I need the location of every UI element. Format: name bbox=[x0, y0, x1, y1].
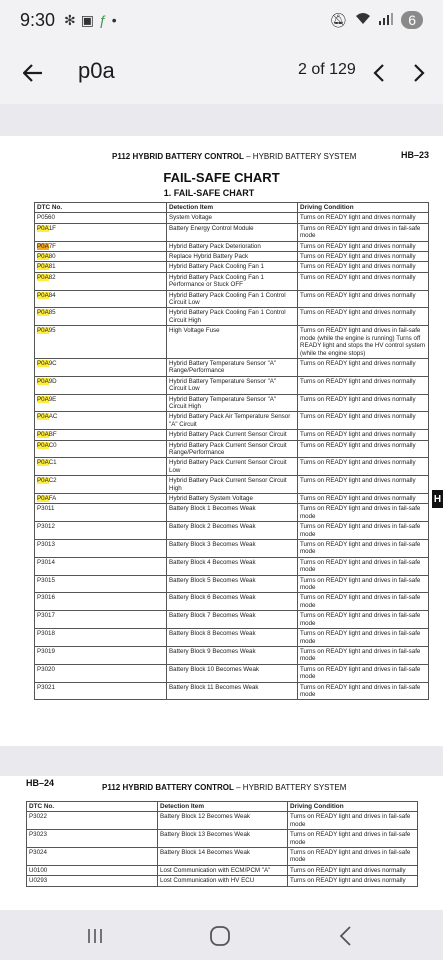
dtc-code bbox=[35, 575, 167, 593]
status-time: 9:30 bbox=[20, 10, 56, 30]
search-match: P0A bbox=[37, 413, 49, 421]
table-row bbox=[35, 394, 429, 412]
arrow-left-icon bbox=[23, 64, 43, 82]
table-row bbox=[35, 611, 429, 629]
app-notification-icon: ƒ bbox=[98, 12, 107, 28]
dtc-code bbox=[35, 272, 167, 290]
fail-safe-table bbox=[34, 202, 429, 700]
search-match: P0A bbox=[37, 431, 49, 439]
dtc-code bbox=[35, 540, 167, 558]
header-separator: – bbox=[236, 783, 241, 792]
detection-item: Hybrid Battery Pack Cooling Fan 1 Control Circuit Low bbox=[167, 290, 298, 308]
driving-condition: Turns on READY light and drives in fail-safe mode bbox=[298, 664, 429, 682]
dtc-code bbox=[35, 629, 167, 647]
search-match: P0A bbox=[37, 253, 49, 261]
driving-condition: Turns on READY light and drives in fail-safe mode bbox=[298, 575, 429, 593]
header-system: HYBRID BATTERY SYSTEM bbox=[252, 152, 357, 161]
detection-item: Lost Communication with ECM/PCM "A" bbox=[158, 865, 288, 875]
table-row bbox=[35, 504, 429, 522]
dtc-code-text: P3015 bbox=[37, 576, 55, 584]
driving-condition: Turns on READY light and drives normally bbox=[298, 394, 429, 412]
dtc-code bbox=[35, 458, 167, 476]
dtc-code bbox=[35, 262, 167, 272]
dtc-code bbox=[35, 504, 167, 522]
dtc-code bbox=[35, 440, 167, 458]
dtc-code bbox=[35, 290, 167, 308]
driving-condition: Turns on READY light and drives in fail-safe mode (while the engine is running) Turns off READY light and stops the HV control system (while the engine stops) bbox=[298, 326, 429, 359]
dtc-code-text: 80 bbox=[48, 253, 56, 261]
dtc-code bbox=[27, 812, 158, 830]
dtc-code bbox=[35, 213, 167, 223]
dtc-code bbox=[35, 394, 167, 412]
dtc-code-text: P3019 bbox=[37, 647, 55, 655]
table-row bbox=[35, 290, 429, 308]
driving-condition: Turns on READY light and drives normally bbox=[298, 440, 429, 458]
notification-count-badge: 6 bbox=[401, 11, 423, 29]
dtc-code-text: P3023 bbox=[29, 831, 47, 839]
column-header: DTC No. bbox=[27, 802, 158, 812]
dtc-code-text: P3011 bbox=[37, 505, 55, 513]
dtc-code bbox=[35, 476, 167, 494]
detection-item: Hybrid Battery Pack Cooling Fan 1 Control Circuit High bbox=[167, 308, 298, 326]
driving-condition: Turns on READY light and drives in fail-safe mode bbox=[298, 593, 429, 611]
section-heading: 1. FAIL-SAFE CHART bbox=[163, 188, 255, 198]
driving-condition: Turns on READY light and drives normally bbox=[298, 290, 429, 308]
dtc-code-text: 95 bbox=[48, 327, 56, 335]
dtc-code-text: P3017 bbox=[37, 612, 55, 620]
dtc-code-text: P3012 bbox=[37, 523, 55, 531]
table-row bbox=[35, 557, 429, 575]
dtc-code bbox=[35, 376, 167, 394]
dtc-code-text: U0293 bbox=[29, 877, 48, 885]
detection-item: Hybrid Battery Pack Current Sensor Circuit Low bbox=[167, 458, 298, 476]
back-nav-button[interactable] bbox=[330, 924, 360, 948]
page-title: FAIL-SAFE CHART bbox=[163, 170, 280, 185]
table-row bbox=[35, 430, 429, 440]
detection-item: Lost Communication with HV ECU bbox=[158, 876, 288, 886]
detection-item: Battery Energy Control Module bbox=[167, 223, 298, 241]
fail-safe-table-continued bbox=[26, 801, 418, 887]
table-row bbox=[35, 629, 429, 647]
dtc-code-text: P3018 bbox=[37, 630, 55, 638]
table-row bbox=[35, 252, 429, 262]
dtc-code-text: P3013 bbox=[37, 541, 55, 549]
driving-condition: Turns on READY light and drives normally bbox=[298, 494, 429, 504]
driving-condition: Turns on READY light and drives normally bbox=[298, 262, 429, 272]
dtc-code bbox=[35, 557, 167, 575]
driving-condition: Turns on READY light and drives normally bbox=[298, 308, 429, 326]
dtc-code bbox=[35, 494, 167, 504]
dtc-code-text: 81 bbox=[48, 263, 56, 271]
driving-condition: Turns on READY light and drives normally bbox=[298, 458, 429, 476]
driving-condition: Turns on READY light and drives in fail-safe mode bbox=[298, 629, 429, 647]
detection-item: Battery Block 12 Becomes Weak bbox=[158, 812, 288, 830]
next-match-button[interactable] bbox=[406, 58, 432, 88]
column-header: Driving Condition bbox=[288, 802, 418, 812]
search-match: P0A bbox=[37, 441, 49, 449]
side-section-tab: H bbox=[432, 490, 443, 508]
column-header: Driving Condition bbox=[298, 203, 429, 213]
detection-item: System Voltage bbox=[167, 213, 298, 223]
document-page-1 bbox=[0, 136, 443, 746]
detection-item: Hybrid Battery Pack Current Sensor Circuit bbox=[167, 430, 298, 440]
driving-condition: Turns on READY light and drives in fail-safe mode bbox=[298, 646, 429, 664]
detection-item: Battery Block 14 Becomes Weak bbox=[158, 848, 288, 866]
column-header: Detection Item bbox=[158, 802, 288, 812]
driving-condition: Turns on READY light and drives normally bbox=[298, 358, 429, 376]
detection-item: Replace Hybrid Battery Pack bbox=[167, 252, 298, 262]
dtc-code-text: P0560 bbox=[37, 214, 55, 222]
back-chevron-icon bbox=[338, 926, 352, 946]
dtc-code-text: AC bbox=[48, 413, 58, 421]
table-row bbox=[35, 646, 429, 664]
dtc-code bbox=[27, 865, 158, 875]
driving-condition: Turns on READY light and drives in fail-safe mode bbox=[298, 682, 429, 700]
home-button[interactable] bbox=[205, 924, 235, 948]
page-header bbox=[102, 783, 346, 792]
dtc-code-text: P3022 bbox=[29, 813, 47, 821]
detection-item: Hybrid Battery System Voltage bbox=[167, 494, 298, 504]
detection-item: Hybrid Battery Pack Air Temperature Sensor "A" Circuit bbox=[167, 412, 298, 430]
dtc-code-text: U0100 bbox=[29, 866, 48, 874]
mute-icon: 🔕︎ bbox=[329, 11, 348, 28]
detection-item: Battery Block 3 Becomes Weak bbox=[167, 540, 298, 558]
back-button[interactable] bbox=[18, 58, 48, 88]
search-query-field[interactable]: p0a bbox=[78, 58, 115, 83]
search-match: P0A bbox=[37, 309, 49, 317]
driving-condition: Turns on READY light and drives in fail-safe mode bbox=[288, 812, 418, 830]
home-icon bbox=[209, 925, 231, 947]
table-row bbox=[35, 522, 429, 540]
detection-item: Hybrid Battery Pack Current Sensor Circuit High bbox=[167, 476, 298, 494]
previous-match-button[interactable] bbox=[366, 58, 392, 88]
dtc-code-text: 7F bbox=[48, 242, 56, 250]
dtc-code bbox=[35, 412, 167, 430]
table-row bbox=[35, 241, 429, 251]
dtc-code-text: FA bbox=[48, 495, 57, 502]
page-number: HB–23 bbox=[401, 150, 430, 160]
dtc-code-text: P3016 bbox=[37, 594, 55, 602]
detection-item: Battery Block 7 Becomes Weak bbox=[167, 611, 298, 629]
column-header: Detection Item bbox=[167, 203, 298, 213]
detection-item: Battery Block 2 Becomes Weak bbox=[167, 522, 298, 540]
driving-condition: Turns on READY light and drives normally bbox=[298, 252, 429, 262]
dtc-code bbox=[35, 241, 167, 251]
dtc-code bbox=[27, 876, 158, 886]
detection-item: Battery Block 13 Becomes Weak bbox=[158, 830, 288, 848]
dtc-code bbox=[35, 611, 167, 629]
detection-item: Hybrid Battery Pack Cooling Fan 1 bbox=[167, 262, 298, 272]
table-row bbox=[35, 476, 429, 494]
dtc-code-text: P3024 bbox=[29, 849, 47, 857]
detection-item: Hybrid Battery Pack Cooling Fan 1 Performance or Stuck OFF bbox=[167, 272, 298, 290]
table-row bbox=[35, 575, 429, 593]
table-row bbox=[35, 682, 429, 700]
notification-icons bbox=[64, 12, 117, 29]
driving-condition: Turns on READY light and drives normally bbox=[298, 430, 429, 440]
dtc-code bbox=[27, 848, 158, 866]
search-match: P0A bbox=[37, 495, 49, 502]
driving-condition: Turns on READY light and drives in fail-safe mode bbox=[298, 522, 429, 540]
dtc-code bbox=[35, 593, 167, 611]
document-page-2 bbox=[0, 776, 443, 911]
table-row bbox=[35, 358, 429, 376]
column-header: DTC No. bbox=[35, 203, 167, 213]
dtc-code bbox=[35, 646, 167, 664]
detection-item: Hybrid Battery Temperature Sensor "A" Circuit High bbox=[167, 394, 298, 412]
header-separator: – bbox=[246, 152, 251, 161]
table-row bbox=[35, 326, 429, 359]
detection-item: Hybrid Battery Temperature Sensor "A" Circuit Low bbox=[167, 376, 298, 394]
more-dot-icon: • bbox=[111, 12, 117, 28]
detection-item: Hybrid Battery Pack Deterioration bbox=[167, 241, 298, 251]
dtc-code-text: 9C bbox=[48, 359, 57, 367]
detection-item: High Voltage Fuse bbox=[167, 326, 298, 359]
page-number: HB–24 bbox=[26, 778, 55, 788]
table-row bbox=[35, 308, 429, 326]
table-row bbox=[27, 876, 418, 886]
driving-condition: Turns on READY light and drives in fail-safe mode bbox=[298, 557, 429, 575]
driving-condition: Turns on READY light and drives normally bbox=[298, 241, 429, 251]
wifi-icon bbox=[355, 12, 371, 28]
chevron-left-icon bbox=[373, 64, 385, 82]
table-row bbox=[35, 223, 429, 241]
dtc-code bbox=[35, 308, 167, 326]
search-match: P0A bbox=[37, 291, 49, 299]
detection-item: Battery Block 10 Becomes Weak bbox=[167, 664, 298, 682]
match-counter: 2 of 129 bbox=[298, 61, 356, 78]
dtc-code bbox=[27, 830, 158, 848]
screen-record-icon: ▣ bbox=[80, 12, 94, 28]
current-search-match: P0A bbox=[37, 242, 49, 250]
detection-item: Battery Block 1 Becomes Weak bbox=[167, 504, 298, 522]
dtc-code-text: P3014 bbox=[37, 558, 55, 566]
driving-condition: Turns on READY light and drives in fail-safe mode bbox=[288, 830, 418, 848]
table-row bbox=[35, 494, 429, 504]
search-match: P0A bbox=[37, 273, 49, 281]
detection-item: Battery Block 5 Becomes Weak bbox=[167, 575, 298, 593]
driving-condition: Turns on READY light and drives normally bbox=[288, 876, 418, 886]
dtc-code-text: BF bbox=[48, 431, 57, 439]
dtc-code-text: 84 bbox=[48, 291, 56, 299]
detection-item: Hybrid Battery Temperature Sensor "A" Range/Performance bbox=[167, 358, 298, 376]
dtc-code bbox=[35, 223, 167, 241]
dtc-code bbox=[35, 522, 167, 540]
table-row bbox=[27, 848, 418, 866]
driving-condition: Turns on READY light and drives normally bbox=[298, 272, 429, 290]
dtc-code-text: 9D bbox=[48, 377, 57, 385]
search-match: P0A bbox=[37, 327, 49, 335]
recent-apps-button[interactable] bbox=[80, 924, 110, 948]
dtc-code bbox=[35, 326, 167, 359]
chevron-right-icon bbox=[413, 64, 425, 82]
recents-icon bbox=[86, 927, 104, 945]
system-icons bbox=[329, 11, 423, 29]
detection-item: Battery Block 8 Becomes Weak bbox=[167, 629, 298, 647]
page-header bbox=[112, 152, 356, 161]
detection-item: Battery Block 6 Becomes Weak bbox=[167, 593, 298, 611]
table-row bbox=[27, 865, 418, 875]
signal-icon bbox=[379, 12, 393, 28]
header-section: P112 HYBRID BATTERY CONTROL bbox=[102, 783, 234, 792]
dtc-code-text: P3020 bbox=[37, 665, 55, 673]
dtc-code-text: C1 bbox=[48, 459, 57, 467]
header-system: HYBRID BATTERY SYSTEM bbox=[242, 783, 347, 792]
driving-condition: Turns on READY light and drives normally bbox=[288, 865, 418, 875]
header-section: P112 HYBRID BATTERY CONTROL bbox=[112, 152, 244, 161]
detection-item: Hybrid Battery Pack Current Sensor Circuit Range/Performance bbox=[167, 440, 298, 458]
table-row bbox=[35, 458, 429, 476]
driving-condition: Turns on READY light and drives normally bbox=[298, 213, 429, 223]
search-match: P0A bbox=[37, 359, 49, 367]
table-row bbox=[27, 812, 418, 830]
search-match: P0A bbox=[37, 395, 49, 403]
search-match: P0A bbox=[37, 459, 49, 467]
driving-condition: Turns on READY light and drives normally bbox=[298, 476, 429, 494]
dtc-code-text: 9E bbox=[48, 395, 57, 403]
table-row bbox=[35, 412, 429, 430]
search-match: P0A bbox=[37, 377, 49, 385]
find-in-page-toolbar bbox=[0, 44, 443, 104]
dtc-code-text: P3021 bbox=[37, 683, 55, 691]
dtc-code bbox=[35, 430, 167, 440]
detection-item: Battery Block 11 Becomes Weak bbox=[167, 682, 298, 700]
driving-condition: Turns on READY light and drives in fail-safe mode bbox=[298, 223, 429, 241]
detection-item: Battery Block 4 Becomes Weak bbox=[167, 557, 298, 575]
table-row bbox=[35, 440, 429, 458]
dtc-code-text: 85 bbox=[48, 309, 56, 317]
dtc-code bbox=[35, 358, 167, 376]
table-row bbox=[35, 593, 429, 611]
dtc-code bbox=[35, 664, 167, 682]
table-row bbox=[27, 830, 418, 848]
dtc-code-text: C2 bbox=[48, 477, 57, 485]
status-bar bbox=[0, 0, 443, 44]
table-row bbox=[35, 272, 429, 290]
driving-condition: Turns on READY light and drives normally bbox=[298, 376, 429, 394]
table-row bbox=[35, 213, 429, 223]
driving-condition: Turns on READY light and drives in fail-safe mode bbox=[298, 540, 429, 558]
navigation-bar bbox=[0, 910, 443, 960]
search-match: P0A bbox=[37, 477, 49, 485]
search-match: P0A bbox=[37, 224, 49, 232]
driving-condition: Turns on READY light and drives in fail-safe mode bbox=[298, 504, 429, 522]
fan-icon: ✻ bbox=[64, 12, 76, 28]
detection-item: Battery Block 9 Becomes Weak bbox=[167, 646, 298, 664]
search-match: P0A bbox=[37, 263, 49, 271]
dtc-code-text: 82 bbox=[48, 273, 56, 281]
dtc-code-text: C0 bbox=[48, 441, 57, 449]
dtc-code bbox=[35, 682, 167, 700]
driving-condition: Turns on READY light and drives normally bbox=[298, 412, 429, 430]
table-row bbox=[35, 540, 429, 558]
driving-condition: Turns on READY light and drives in fail-safe mode bbox=[288, 848, 418, 866]
driving-condition: Turns on READY light and drives in fail-safe mode bbox=[298, 611, 429, 629]
dtc-code bbox=[35, 252, 167, 262]
table-row bbox=[35, 664, 429, 682]
table-row bbox=[35, 262, 429, 272]
dtc-code-text: 1F bbox=[48, 224, 56, 232]
table-row bbox=[35, 376, 429, 394]
